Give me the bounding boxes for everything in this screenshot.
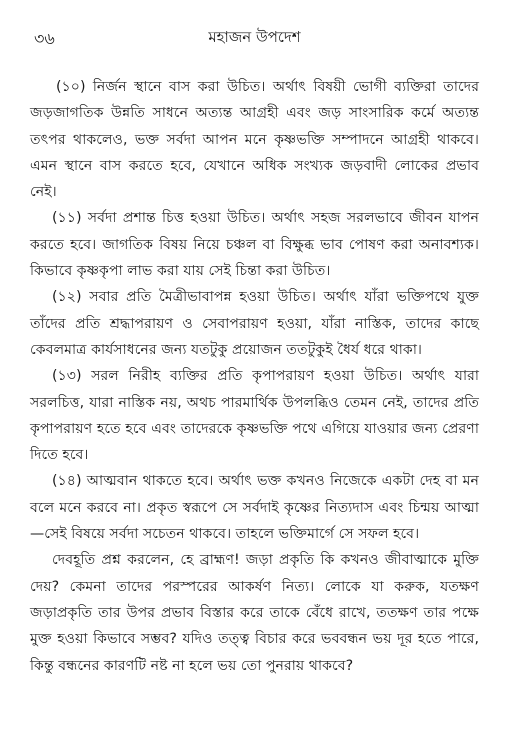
paragraph-devahuti-question: দেবহূতি প্রশ্ন করলেন, হে ব্রাহ্মণ! জড়া প্রকৃতি কি কখনও জীবাত্মাকে মুক্তি দেয়? কেমনা তাদের পরস্পরের আকর্ষণ নিত্য। লোকে যা করুক, যতক্ষণ জড়াপ্রকৃতি তার উপর প্রভাব বিস্তার করে তাকে বেঁধে রাখে, ততক্ষণ তার পক্ষে মুক্ত হওয়া কিভাবে সম্ভব? যদিও তত্ত্ব বিচার করে ভববন্ধন ভয় দূর হতে পারে, কিন্তু বন্ধনের কারণটি নষ্ট না হলে ভয় তো পুনরায় থাকবে? bbox=[30, 552, 479, 674]
paragraph-12: (১২) সবার প্রতি মৈত্রীভাবাপন্ন হওয়া উচিত। অর্থাৎ যাঁরা ভক্তিপথে যুক্ত তাঁদের প্রতি শ্রদ্ধাপরায়ণ ও সেবাপরায়ণ হওয়া, যাঁরা নাস্তিক, তাদের কাছে কেবলমাত্র কার্যসাধনের জন্য যতটুকু প্রয়োজন ততটুকুই ধৈর্য ধরে থাকা। bbox=[30, 289, 479, 358]
paragraph-11: (১১) সর্বদা প্রশান্ত চিত্ত হওয়া উচিত। অর্থাৎ সহজ সরলভাবে জীবন যাপন করতে হবে। জাগতিক বিষয় নিয়ে চঞ্চল বা বিক্ষুব্ধ ভাব পোষণ করা অনাবশ্যক। কিভাবে কৃষ্ণকৃপা লাভ করা যায় সেই চিন্তা করা উচিত। bbox=[30, 210, 479, 280]
page-body bbox=[30, 74, 479, 679]
paragraph-14: (১৪) আত্মবান থাকতে হবে। অর্থাৎ ভক্ত কখনও নিজেকে একটা দেহ বা মন বলে মনে করবে না। প্রকৃত স্বরূপে সে সর্বদাই কৃষ্ণের নিত্যদাস এবং চিন্ময় আত্মা—সেই বিষয়ে সর্বদা সচেতন থাকবে। তাহলে ভক্তিমার্গে সে সফল হবে। bbox=[30, 473, 479, 543]
page-header bbox=[30, 22, 479, 52]
paragraph-13: (১৩) সরল নিরীহ ব্যক্তির প্রতি কৃপাপরায়ণ হওয়া উচিত। অর্থাৎ যারা সরলচিত্ত, যারা নাস্তিক নয়, অথচ পারমার্থিক উপলব্ধিও তেমন নেই, তাদের প্রতি কৃপাপরায়ণ হতে হবে এবং তাদেরকে কৃষ্ণভক্তি পথে এগিয়ে যাওয়ার জন্য প্রেরণা দিতে হবে। bbox=[30, 368, 479, 464]
page-number: ৩৬ bbox=[34, 29, 55, 48]
running-head: মহাজন উপদেশ bbox=[208, 28, 301, 46]
paragraph-10: (১০) নির্জন স্থানে বাস করা উচিত। অর্থাৎ বিষয়ী ভোগী ব্যক্তিরা তাদের জড়জাগতিক উন্নতি সাধনে অত্যন্ত আগ্রহী এবং জড় সাংসারিক কর্মে অত্যন্ত তৎপর থাকলেও, ভক্ত সর্বদা আপন মনে কৃষ্ণভক্তি সম্পাদনে আগ্রহী থাকবে। এমন স্থানে বাস করতে হবে, যেখানে অধিক সংখ্যক জড়বাদী লোকের প্রভাব নেই। bbox=[30, 79, 479, 201]
